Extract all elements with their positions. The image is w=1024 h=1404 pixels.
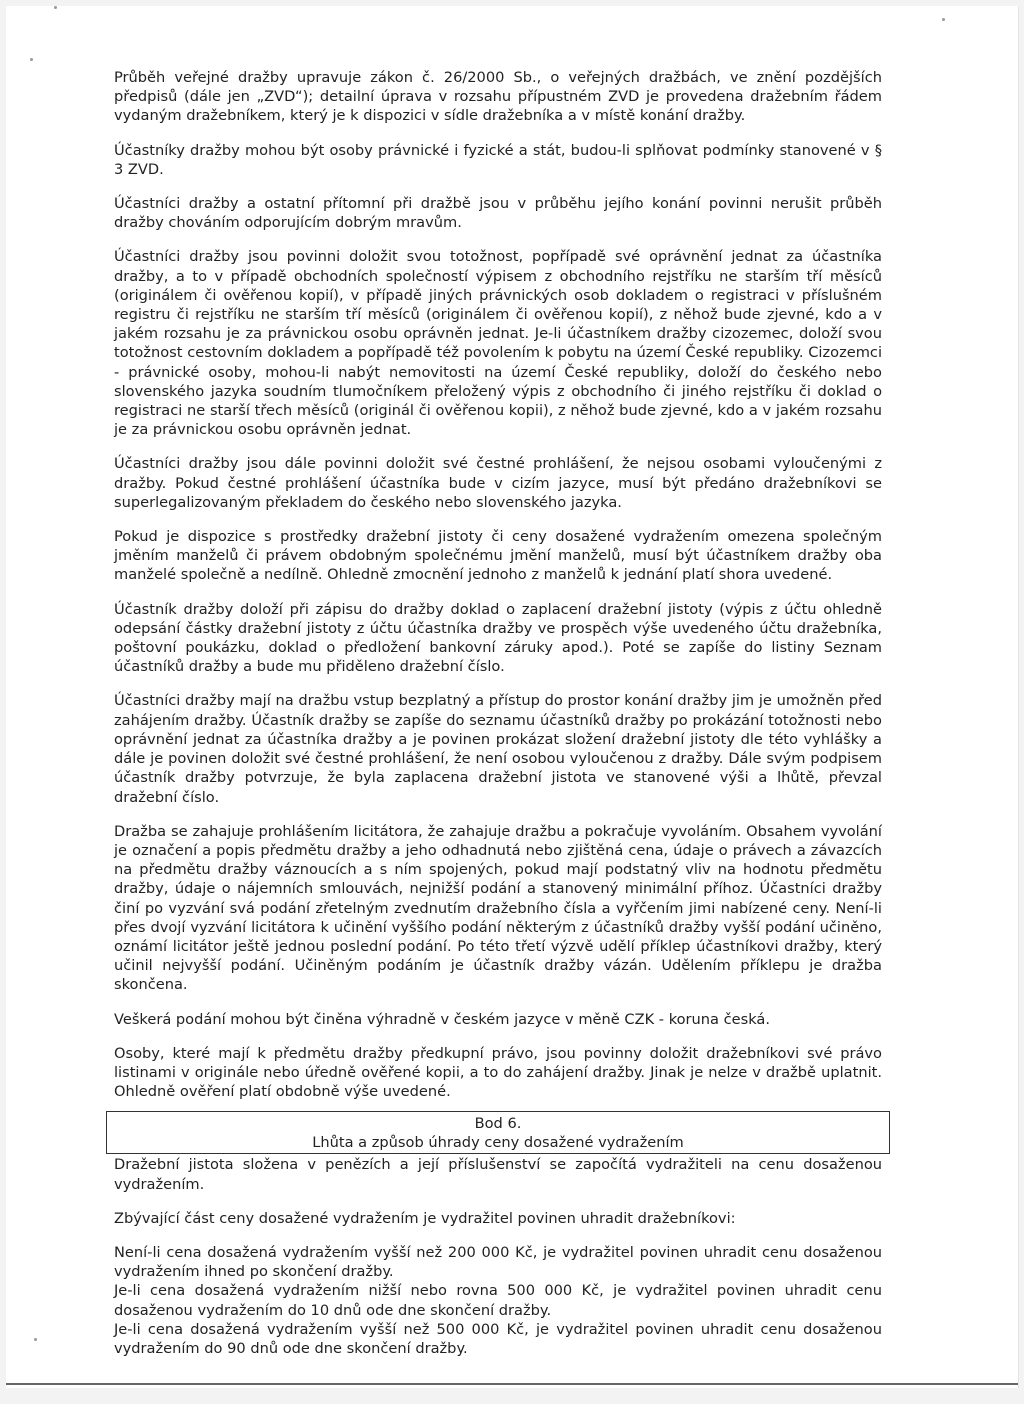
- scan-edge-line: [6, 1383, 1018, 1385]
- paragraph: Je-li cena dosažená vydražením nižší nebo rovna 500 000 Kč, je vydražitel povinen uhradit cenu dosaženou vydražením do 10 dnů ode dne skončení dražby.: [114, 1282, 882, 1319]
- paragraph: Účastník dražby doloží při zápisu do dražby doklad o zaplacení dražební jistoty (výpis z účtu ohledně odepsání částky dražební jistoty z účtu účastníka dražby ve prospěch výše uvedeného účtu dražebníka, poštovní poukázku, doklad o předložení bankovní záruky apod.). Poté se zapíše do listiny Seznam účastníků dražby a bude mu přiděleno dražební číslo.: [114, 600, 882, 676]
- paragraph: Účastníci dražby jsou povinni doložit svou totožnost, popřípadě své oprávnění jednat za účastníka dražby, a to v případě obchodních společností výpisem z obchodního rejstříku ne starším tří měsíců (originálem či ověřenou kopií), v případě jiných právnických osob dokladem o registraci v příslušném registru či rejstříku ne starším tří měsíců (originálem či ověřenou kopií), z něhož bude zjevné, kdo a v jakém rozsahu je za právnickou osobu oprávněn jednat. Je-li účastníkem dražby cizozemec, doloží svou totožnost cestovním dokladem a popřípadě též povolením k pobytu na území České republiky. Cizozemci - právnické osoby, mohou-li nabýt nemovitosti na území České republiky, doloží do českého nebo slovenského jazyka soudním tlumočníkem přeložený výpis z obchodního či jiného rejstříku či doklad o registraci ne starší třech měsíců (originál či ověřenou kopii), z něhož bude zjevné, kdo a v jakém rozsahu je za právnickou osobu oprávněn jednat.: [114, 248, 882, 439]
- section-number: Bod 6.: [474, 1115, 522, 1133]
- paragraph: Zbývající část ceny dosažené vydražením je vydražitel povinen uhradit dražebníkovi:: [114, 1209, 736, 1227]
- paragraph: Není-li cena dosažená vydražením vyšší než 200 000 Kč, je vydražitel povinen uhradit cenu dosaženou vydražením ihned po skončení dražby.: [114, 1243, 882, 1281]
- paragraph: Pokud je dispozice s prostředky dražební jistoty či ceny dosažené vydražením omezena společným jměním manželů či právem obdobným společnému jmění manželů, musí být účastníkem dražby oba manželé společně a nedílně. Ohledně zmocnění jednoho z manželů k jednání platí shora uvedené.: [114, 528, 882, 584]
- paragraph: Je-li cena dosažená vydražením vyšší než 500 000 Kč, je vydražitel povinen uhradit cenu dosaženou vydražením do 90 dnů ode dne skončení dražby.: [114, 1320, 882, 1357]
- document-body: [114, 68, 882, 1358]
- paragraph: Účastníci dražby jsou dále povinni doložit své čestné prohlášení, že nejsou osobami vyloučenými z dražby. Pokud čestné prohlášení účastníka bude v cizím jazyce, musí být předáno dražebníkovi se superlegalizovaným překladem do českého nebo slovenského jazyka.: [114, 455, 882, 511]
- scan-speck: [54, 6, 57, 9]
- paragraph: Účastníky dražby mohou být osoby právnické i fyzické a stát, budou-li splňovat podmínky stanovené v § 3 ZVD.: [114, 141, 882, 178]
- paragraph: Účastníci dražby mají na dražbu vstup bezplatný a přístup do prostor konání dražby jim je umožněn před zahájením dražby. Účastník dražby se zapíše do seznamu účastníků dražby po prokázání totožnosti nebo oprávnění jednat za účastníka dražby a je povinen prokázat složení dražební jistoty dle této vyhlášky a dále je povinen doložit své čestné prohlášení, že není osobou vyloučenou z dražby. Dále svým podpisem účastník dražby potvrzuje, že byla zaplacena dražební jistota ve stanovené výši a lhůtě, převzal dražební číslo.: [114, 692, 882, 806]
- document-page: [6, 6, 1019, 1388]
- paragraph: Veškerá podání mohou být činěna výhradně v českém jazyce v měně CZK - koruna česká.: [114, 1010, 771, 1028]
- paragraph: Dražba se zahajuje prohlášením licitátora, že zahajuje dražbu a pokračuje vyvoláním. Obsahem vyvolání je označení a popis předmětu dražby a jeho odhadnutá nebo zjištěná cena, údaje o právech a závazcích na předmětu dražby váznoucích a s ním spojených, pokud mají podstatný vliv na hodnotu předmětu dražby, údaje o nájemních smlouvách, nejnižší podání a stanovený minimální příhoz. Účastníci dražby činí po vyzvání svá podání zřetelným zvednutím dražebního čísla a vyřčením jimi nabízené ceny. Není-li přes dvojí vyzvání licitátora k učinění vyššího podání některým z účastníků dražby vyšší podání učiněno, oznámí licitátor ještě jednou poslední podání. Po této třetí výzvě udělí příklep účastníkovi dražby, který učinil nejvyšší podání. Učiněným podáním je účastník dražby vázán. Udělením příklepu je dražba skončena.: [114, 822, 882, 994]
- scan-speck: [942, 18, 945, 21]
- paragraph: Průběh veřejné dražby upravuje zákon č. 26/2000 Sb., o veřejných dražbách, ve znění pozdějších předpisů (dále jen „ZVD“); detailní úprava v rozsahu přípustném ZVD je provedena dražebním řádem vydaným dražebníkem, který je k dispozici v sídle dražebníka a v místě konání dražby.: [114, 69, 882, 125]
- section-heading-box: [106, 1111, 890, 1154]
- paragraph: Dražební jistota složena v penězích a její příslušenství se započítá vydražiteli na cenu dosaženou vydražením.: [114, 1156, 882, 1193]
- scan-speck: [30, 58, 33, 61]
- paragraph: Účastníci dražby a ostatní přítomní při dražbě jsou v průběhu jejího konání povinni nerušit průběh dražby chováním odporujícím dobrým mravům.: [114, 195, 882, 232]
- scan-speck: [34, 1338, 37, 1341]
- paragraph: Osoby, které mají k předmětu dražby předkupní právo, jsou povinny doložit dražebníkovi své právo listinami v originále nebo úředně ověřené kopii, a to do zahájení dražby. Jinak je nelze v dražbě uplatnit. Ohledně ověření platí obdobně výše uvedené.: [114, 1044, 882, 1101]
- section-title: Lhůta a způsob úhrady ceny dosažené vydražením: [312, 1134, 684, 1152]
